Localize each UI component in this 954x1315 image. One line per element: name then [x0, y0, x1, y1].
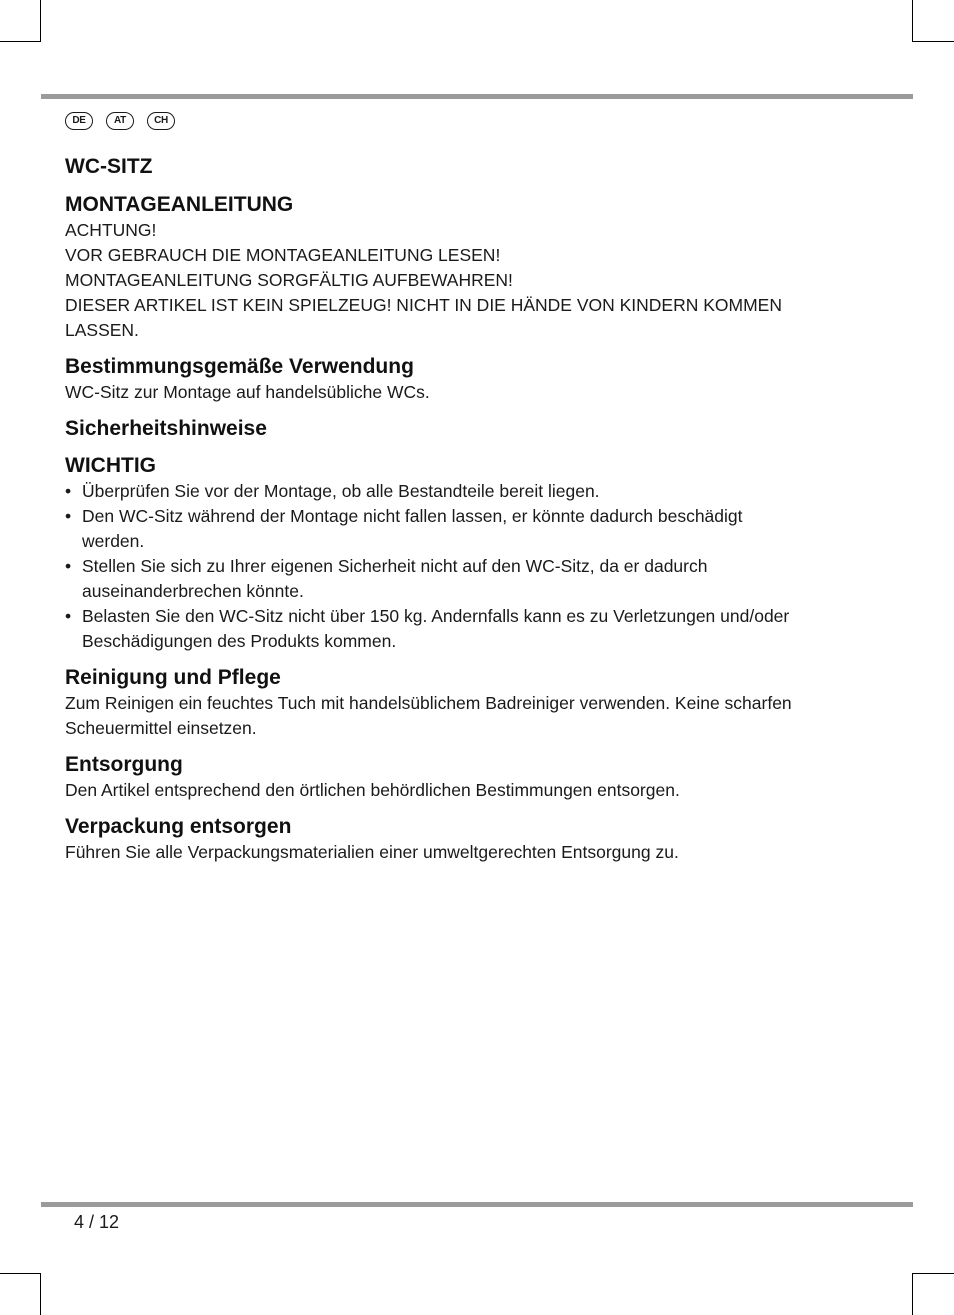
bullet-icon: • [65, 506, 72, 526]
safety-heading: Sicherheitshinweise [65, 417, 267, 440]
crop-mark-bottom-right-h [912, 1273, 954, 1274]
bullet-icon: • [65, 606, 72, 626]
page-content [65, 108, 865, 865]
crop-mark-bottom-left-h [0, 1273, 41, 1274]
disposal-heading: Entsorgung [65, 753, 183, 776]
bullet-icon: • [65, 556, 72, 576]
safety-list [65, 479, 865, 654]
list-item [65, 479, 865, 504]
list-item-text: Belasten Sie den WC-Sitz nicht über 150 kg. Andernfalls kann es zu Verletzungen und/oder Beschädigungen des Produkts kommen. [82, 606, 790, 651]
document-title: WC-SITZ [65, 155, 153, 178]
intended-use-heading: Bestimmungsgemäße Verwendung [65, 355, 414, 378]
crop-mark-top-left-v [40, 0, 41, 42]
packaging-text: Führen Sie alle Verpackungsmaterialien einer umweltgerechten Entsorgung zu. [65, 842, 679, 862]
list-item [65, 504, 797, 554]
footer-rule [41, 1202, 913, 1207]
intended-use-text: WC-Sitz zur Montage auf handelsübliche WCs. [65, 382, 430, 402]
document-subtitle: MONTAGEANLEITUNG [65, 193, 294, 216]
cleaning-text: Zum Reinigen ein feuchtes Tuch mit handelsüblichem Badreiniger verwenden. Keine scharfen Scheuermittel einsetzen. [65, 693, 792, 738]
list-item [65, 604, 852, 654]
country-badge-de: DE [65, 112, 93, 130]
warning-line: ACHTUNG! [65, 220, 157, 240]
bullet-icon: • [65, 481, 72, 501]
list-item [65, 554, 757, 604]
warning-block [65, 218, 865, 343]
header-rule [41, 94, 913, 99]
list-item-text: Den WC-Sitz während der Montage nicht fallen lassen, er könnte dadurch beschädigt werden. [82, 506, 743, 551]
crop-mark-top-right-v [912, 0, 913, 42]
list-item-text: Überprüfen Sie vor der Montage, ob alle Bestandteile bereit liegen. [82, 481, 600, 501]
safety-subheading: WICHTIG [65, 454, 156, 477]
warning-line: VOR GEBRAUCH DIE MONTAGEANLEITUNG LESEN! [65, 245, 501, 265]
crop-mark-top-right-h [912, 41, 954, 42]
packaging-heading: Verpackung entsorgen [65, 815, 292, 838]
crop-mark-bottom-right-v [912, 1273, 913, 1315]
country-badges [65, 112, 865, 134]
country-badge-ch: CH [147, 112, 175, 130]
warning-line: MONTAGEANLEITUNG SORGFÄLTIG AUFBEWAHREN! [65, 270, 513, 290]
country-badge-at: AT [106, 112, 134, 130]
crop-mark-top-left-h [0, 41, 41, 42]
list-item-text: Stellen Sie sich zu Ihrer eigenen Sicherheit nicht auf den WC-Sitz, da er dadurch auseinanderbrechen könnte. [82, 556, 708, 601]
crop-mark-bottom-left-v [40, 1273, 41, 1315]
page-number: 4 / 12 [74, 1212, 120, 1232]
cleaning-heading: Reinigung und Pflege [65, 666, 281, 689]
disposal-text: Den Artikel entsprechend den örtlichen behördlichen Bestimmungen entsorgen. [65, 780, 680, 800]
warning-line: DIESER ARTIKEL IST KEIN SPIELZEUG! NICHT IN DIE HÄNDE VON KINDERN KOMMEN LASSEN. [65, 295, 782, 340]
